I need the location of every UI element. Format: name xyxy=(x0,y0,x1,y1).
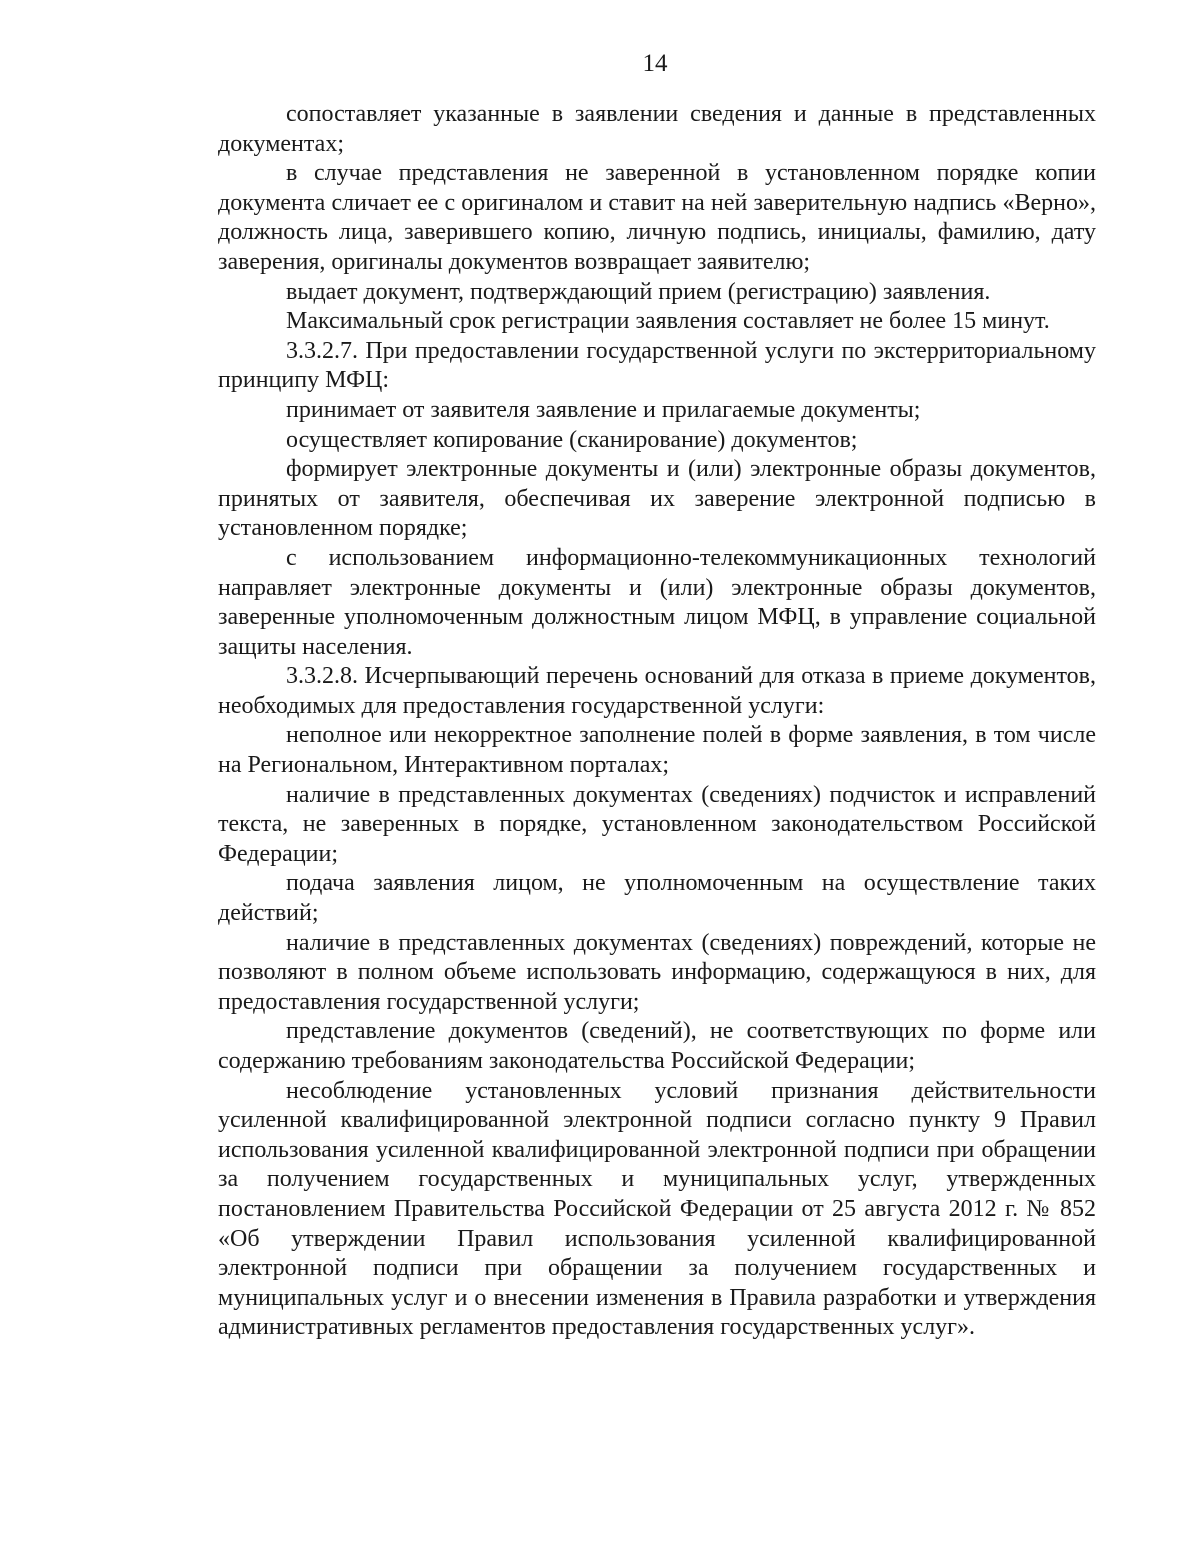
paragraph: подача заявления лицом, не уполномоченным на осуществление таких действий; xyxy=(218,870,1096,927)
paragraph: 3.3.2.7. При предоставлении государственной услуги по экстерриториальному принципу МФЦ: xyxy=(218,337,1096,394)
paragraph: формирует электронные документы и (или) электронные образы документов, принятых от заявителя, обеспечивая их заверение электронной подписью в установленном порядке; xyxy=(218,456,1096,542)
paragraph: принимает от заявителя заявление и прилагаемые документы; xyxy=(286,396,921,423)
paragraph: неполное или некорректное заполнение полей в форме заявления, в том числе на Региональном, Интерактивном порталах; xyxy=(218,722,1096,779)
document-body xyxy=(218,100,1096,1343)
paragraph: наличие в представленных документах (сведениях) подчисток и исправлений текста, не заверенных в порядке, установленном законодательством Российской Федерации; xyxy=(218,781,1096,867)
paragraph: представление документов (сведений), не соответствующих по форме или содержанию требованиям законодательства Российской Федерации; xyxy=(218,1018,1096,1074)
paragraph: несоблюдение установленных условий признания действительности усиленной квалифицированной электронной подписи согласно пункту 9 Правил использования усиленной квалифицированной электронной подписи при обращении за получением государственных и муниципальных услуг, утвержденных постановлением Правительства Российской Федерации от 25 августа 2012 г. № 852 «Об утверждении Правил использования усиленной квалифицированной электронной подписи при обращении за получением государственных и муниципальных услуг и о внесении изменения в Правила разработки и утверждения административных регламентов предоставления государственных услуг». xyxy=(218,1077,1096,1341)
page-number: 14 xyxy=(642,50,668,77)
paragraph: сопоставляет указанные в заявлении сведения и данные в представленных документах; xyxy=(218,101,1096,157)
paragraph: в случае представления не заверенной в установленном порядке копии документа сличает ее с оригиналом и ставит на ней заверительную надпись «Верно», должность лица, заверившего копию, личную подпись, инициалы, фамилию, дату заверения, оригиналы документов возвращает заявителю; xyxy=(218,160,1096,275)
paragraph: наличие в представленных документах (сведениях) повреждений, которые не позволяют в полном объеме использовать информацию, содержащуюся в них, для предоставления государственной услуги; xyxy=(218,929,1096,1015)
paragraph: осуществляет копирование (сканирование) документов; xyxy=(286,426,858,453)
paragraph: Максимальный срок регистрации заявления составляет не более 15 минут. xyxy=(286,308,1050,335)
paragraph: 3.3.2.8. Исчерпывающий перечень оснований для отказа в приеме документов, необходимых для предоставления государственной услуги: xyxy=(218,663,1096,719)
paragraph: с использованием информационно-телекоммуникационных технологий направляет электронные документы и (или) электронные образы документов, заверенные уполномоченным должностным лицом МФЦ, в управление социальной защиты населения. xyxy=(218,544,1096,660)
paragraph: выдает документ, подтверждающий прием (регистрацию) заявления. xyxy=(286,278,991,305)
